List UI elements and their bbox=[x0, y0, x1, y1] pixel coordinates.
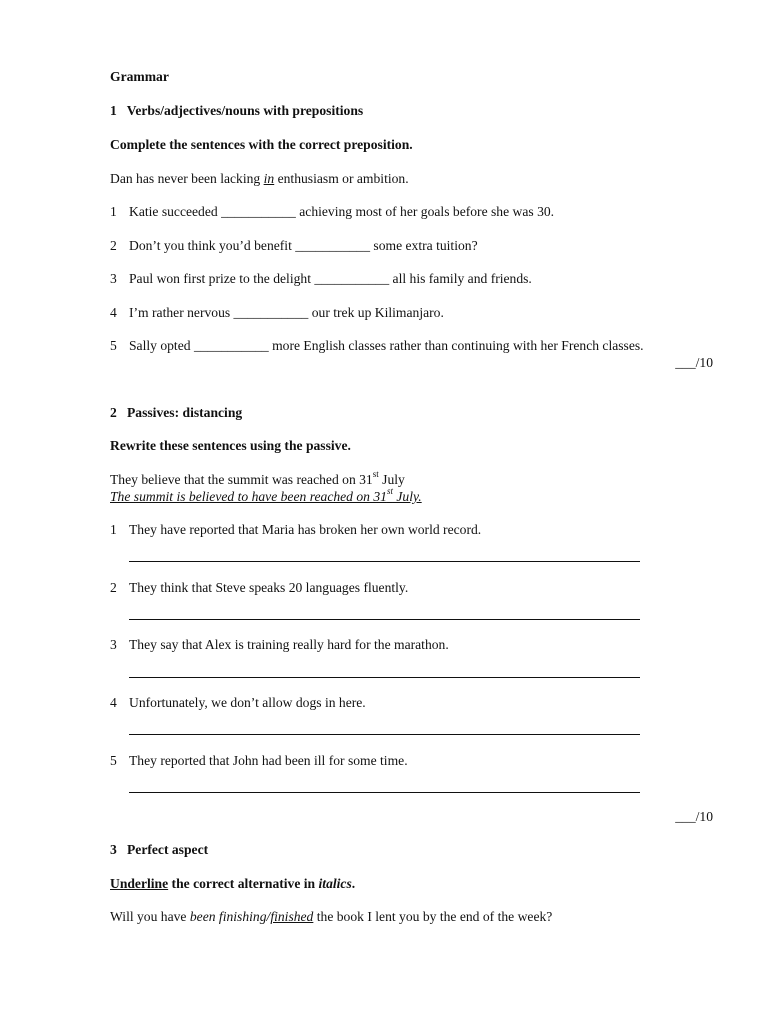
item-number: 5 bbox=[110, 338, 117, 353]
exercise-item: They say that Alex is training really hard for the marathon. bbox=[129, 637, 449, 652]
section-title: Passives: distancing bbox=[127, 405, 243, 420]
example-text-before: Will you have bbox=[110, 909, 190, 924]
example-sentence bbox=[110, 469, 405, 488]
section-1-instruction: Complete the sentences with the correct preposition. bbox=[110, 137, 413, 152]
page-title: Grammar bbox=[110, 69, 169, 84]
score-box: ___/10 bbox=[675, 355, 713, 370]
exercise-item: They reported that John had been ill for some time. bbox=[129, 753, 408, 768]
section-3-instruction bbox=[110, 876, 355, 892]
exercise-item: Paul won first prize to the delight ___________ all his family and friends. bbox=[129, 271, 532, 286]
section-3-example bbox=[110, 909, 552, 925]
item-number: 3 bbox=[110, 271, 117, 286]
item-number: 5 bbox=[110, 753, 117, 768]
section-2-heading bbox=[110, 405, 242, 421]
instruction-end: . bbox=[351, 876, 356, 891]
ordinal-suffix: st bbox=[372, 469, 379, 480]
section-1-example bbox=[110, 171, 409, 187]
option-separator: / bbox=[266, 909, 271, 924]
example-answer-text: The summit is believed to have been reached on 31 bbox=[110, 489, 387, 504]
answer-line[interactable] bbox=[129, 677, 640, 678]
example-answer: in bbox=[263, 171, 275, 186]
section-3-heading bbox=[110, 842, 208, 858]
item-number: 2 bbox=[110, 580, 117, 595]
exercise-item: Don’t you think you’d benefit ___________ some extra tuition? bbox=[129, 238, 478, 253]
exercise-item: Sally opted ___________ more English classes rather than continuing with her French classes. bbox=[129, 338, 644, 353]
exercise-item: They have reported that Maria has broken her own world record. bbox=[129, 522, 482, 537]
instruction-italic: italics bbox=[318, 876, 352, 891]
item-number: 4 bbox=[110, 695, 117, 710]
option-2-underlined[interactable]: finished bbox=[270, 909, 314, 924]
item-number: 4 bbox=[110, 305, 117, 320]
answer-line[interactable] bbox=[129, 561, 640, 562]
section-number: 1 bbox=[110, 103, 117, 118]
section-title: Perfect aspect bbox=[127, 842, 209, 857]
item-number: 2 bbox=[110, 238, 117, 253]
example-answer bbox=[110, 486, 422, 505]
section-1-heading bbox=[110, 103, 363, 119]
example-text-after: enthusiasm or ambition. bbox=[274, 171, 409, 186]
example-answer-end: July. bbox=[392, 489, 422, 504]
section-title: Verbs/adjectives/nouns with prepositions bbox=[126, 103, 364, 118]
instruction-underlined: Underline bbox=[110, 876, 169, 891]
answer-line[interactable] bbox=[129, 792, 640, 793]
score-box: ___/10 bbox=[675, 809, 713, 824]
answer-line[interactable] bbox=[129, 619, 640, 620]
section-number: 3 bbox=[110, 842, 117, 857]
item-number: 1 bbox=[110, 204, 117, 219]
exercise-item: I’m rather nervous ___________ our trek up Kilimanjaro. bbox=[129, 305, 444, 320]
section-number: 2 bbox=[110, 405, 117, 420]
answer-line[interactable] bbox=[129, 734, 640, 735]
example-sentence-text: They believe that the summit was reached on 31 bbox=[110, 472, 373, 487]
ordinal-suffix: st bbox=[386, 486, 393, 497]
example-text-before: Dan has never been lacking bbox=[110, 171, 264, 186]
example-text-after: the book I lent you by the end of the week? bbox=[313, 909, 553, 924]
exercise-item: They think that Steve speaks 20 languages fluently. bbox=[129, 580, 409, 595]
item-number: 1 bbox=[110, 522, 117, 537]
section-2-instruction: Rewrite these sentences using the passive. bbox=[110, 438, 351, 453]
item-number: 3 bbox=[110, 637, 117, 652]
exercise-item: Katie succeeded ___________ achieving most of her goals before she was 30. bbox=[129, 204, 555, 219]
exercise-item: Unfortunately, we don’t allow dogs in here. bbox=[129, 695, 366, 710]
instruction-text: the correct alternative in bbox=[168, 876, 319, 891]
option-1[interactable]: been finishing bbox=[189, 909, 267, 924]
example-sentence-end: July bbox=[378, 472, 405, 487]
